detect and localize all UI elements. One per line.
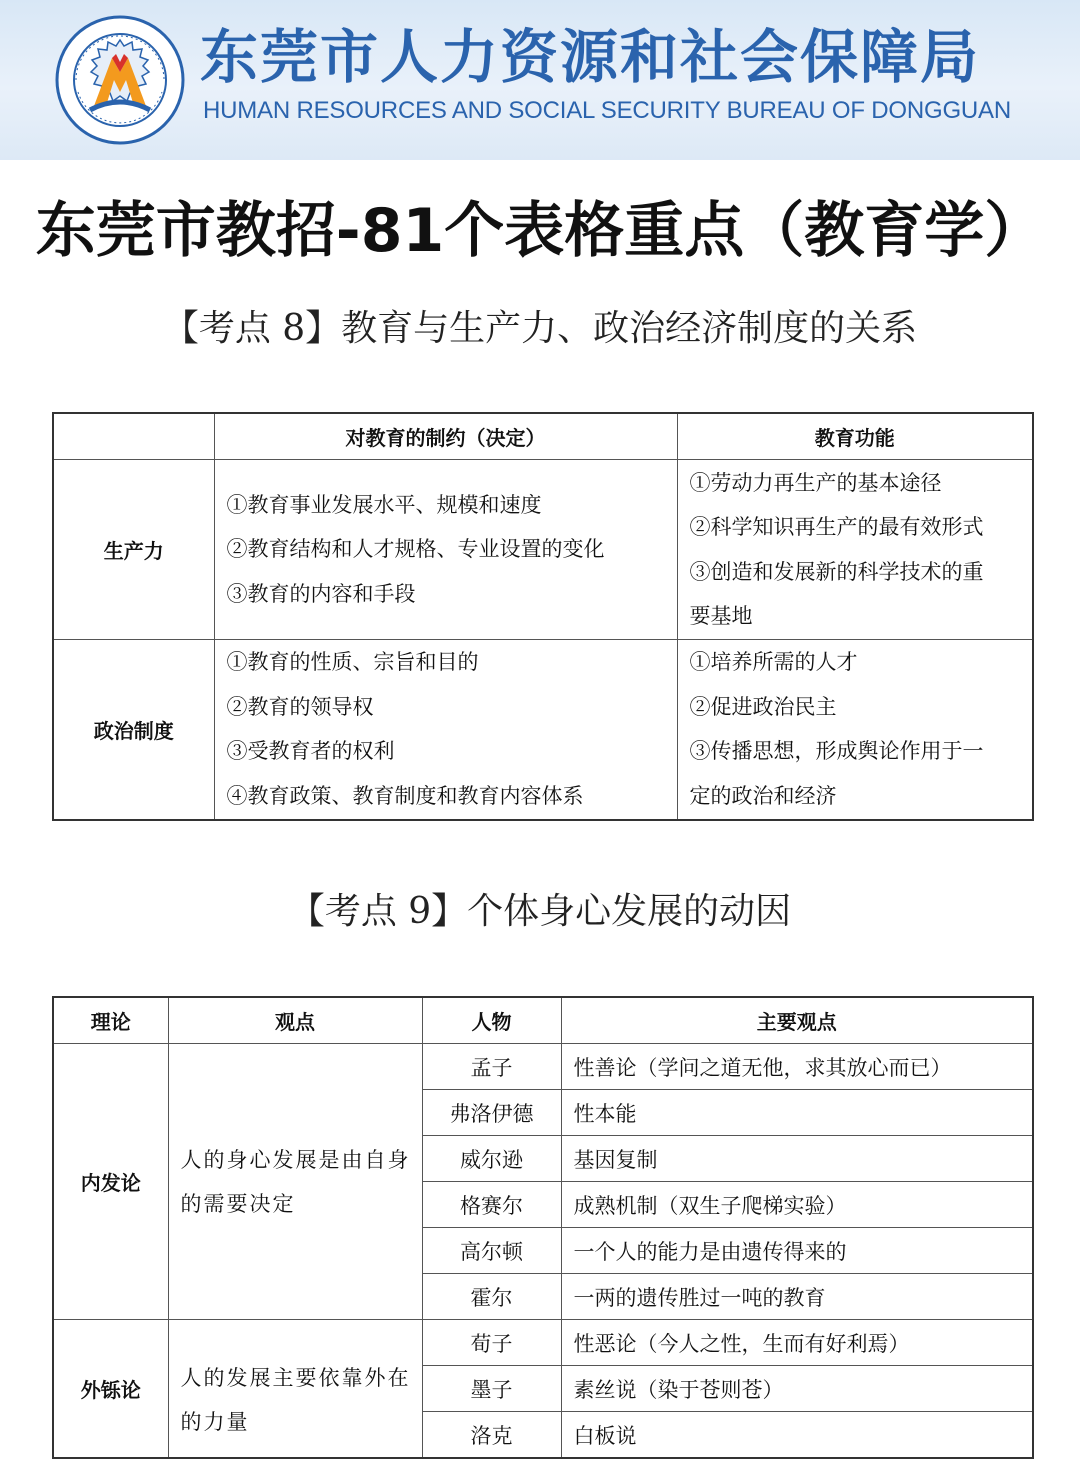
table-row	[53, 1044, 1033, 1090]
list-item: ③教育的内容和手段	[226, 581, 416, 606]
list-item: ①教育的性质、宗旨和目的	[226, 650, 479, 675]
header-functions: 教育功能	[677, 413, 1033, 460]
list-item: ①教育事业发展水平、规模和速度	[226, 492, 542, 517]
list-item: 定的政治和经济	[689, 783, 837, 808]
main-view-cell: 一两的遗传胜过一吨的教育	[561, 1274, 1033, 1320]
list-item: ①培养所需的人才	[689, 650, 858, 675]
table-header-row	[53, 997, 1033, 1044]
productivity-functions	[677, 460, 1033, 640]
table-row	[53, 1320, 1033, 1366]
person-cell: 霍尔	[422, 1274, 561, 1320]
list-item: ②促进政治民主	[689, 694, 837, 719]
theory-endogenous: 内发论	[53, 1044, 168, 1320]
main-view-cell: 基因复制	[561, 1136, 1033, 1182]
list-item: ②教育结构和人才规格、专业设置的变化	[226, 537, 605, 562]
productivity-constraints	[214, 460, 677, 640]
person-cell: 洛克	[422, 1412, 561, 1459]
person-cell: 格赛尔	[422, 1182, 561, 1228]
person-cell: 墨子	[422, 1366, 561, 1412]
theory-exogenous: 外铄论	[53, 1320, 168, 1459]
person-cell: 威尔逊	[422, 1136, 561, 1182]
header-constraints: 对教育的制约（决定）	[214, 413, 677, 460]
page-title: 东莞市教招-81个表格重点（教育学）	[35, 196, 1045, 266]
politics-constraints	[214, 640, 677, 820]
row-label-politics: 政治制度	[53, 640, 214, 820]
list-item: ②教育的领导权	[226, 694, 374, 719]
table-row	[53, 640, 1033, 820]
main-view-cell: 素丝说（染于苍则苍）	[561, 1366, 1033, 1412]
person-cell: 弗洛伊德	[422, 1090, 561, 1136]
table-row	[53, 460, 1033, 640]
main-view-cell: 成熟机制（双生子爬梯实验）	[561, 1182, 1033, 1228]
development-motivation-table	[52, 996, 1034, 1459]
main-view-cell: 性善论（学问之道无他，求其放心而已）	[561, 1044, 1033, 1090]
person-cell: 荀子	[422, 1320, 561, 1366]
list-item: ④教育政策、教育制度和教育内容体系	[226, 783, 584, 808]
view-endogenous: 人的身心发展是由自身的需要决定	[168, 1044, 422, 1320]
bureau-logo-icon	[54, 14, 186, 146]
section-9-title: 【考点 9】个体身心发展的动因	[288, 891, 792, 932]
list-item: ③受教育者的权利	[226, 739, 395, 764]
view-exogenous: 人的发展主要依靠外在的力量	[168, 1320, 422, 1459]
row-label-productivity: 生产力	[53, 460, 214, 640]
main-view-cell: 性恶论（今人之性，生而有好利焉）	[561, 1320, 1033, 1366]
politics-functions	[677, 640, 1033, 820]
header-banner	[0, 0, 1080, 160]
org-name-cn: 东莞市人力资源和社会保障局	[200, 23, 981, 91]
list-item: ③创造和发展新的科学技术的重	[689, 559, 984, 584]
org-name-en: HUMAN RESOURCES AND SOCIAL SECURITY BUREAU OF DONGGUAN	[203, 97, 1011, 124]
person-cell: 高尔顿	[422, 1228, 561, 1274]
main-view-cell: 性本能	[561, 1090, 1033, 1136]
education-relations-table	[52, 412, 1034, 821]
header-person: 人物	[422, 997, 561, 1044]
person-cell: 孟子	[422, 1044, 561, 1090]
main-view-cell: 白板说	[561, 1412, 1033, 1459]
list-item: ③传播思想，形成舆论作用于一	[689, 739, 984, 764]
header-main-view: 主要观点	[561, 997, 1033, 1044]
header-view: 观点	[168, 997, 422, 1044]
header-empty	[53, 413, 214, 460]
main-view-cell: 一个人的能力是由遗传得来的	[561, 1228, 1033, 1274]
list-item: 要基地	[689, 604, 753, 628]
section-8-title: 【考点 8】教育与生产力、政治经济制度的关系	[162, 308, 918, 349]
header-theory: 理论	[53, 997, 168, 1044]
list-item: ②科学知识再生产的最有效形式	[689, 515, 984, 539]
list-item: ①劳动力再生产的基本途径	[689, 470, 942, 495]
table-header-row	[53, 413, 1033, 460]
